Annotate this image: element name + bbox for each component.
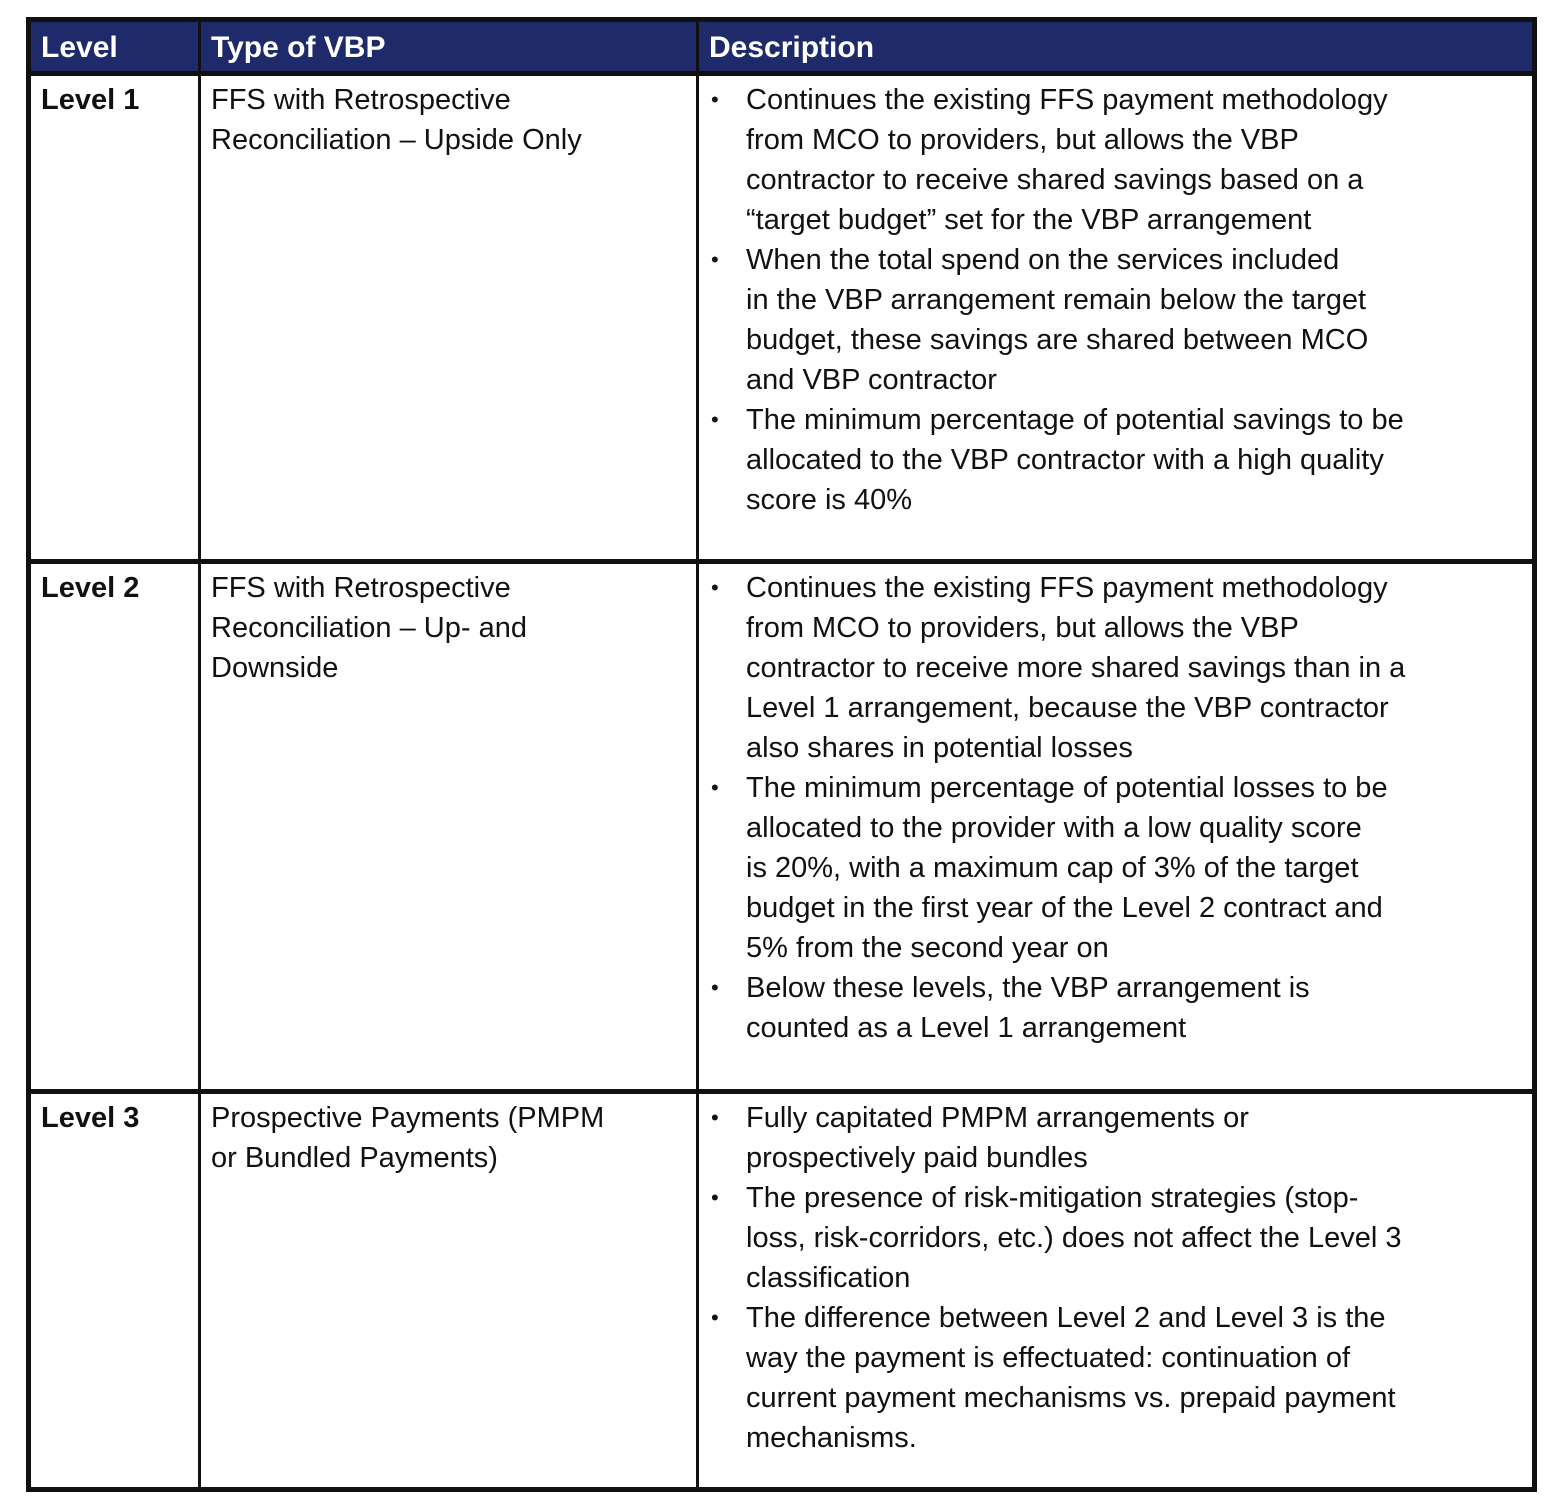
description-cell	[698, 74, 1535, 562]
text-line: way the payment is effectuated: continuation of	[746, 1342, 1351, 1374]
header-description: Description	[698, 20, 1535, 74]
text-line: from MCO to providers, but allows the VBP	[746, 124, 1299, 156]
type-line: FFS with Retrospective	[211, 572, 511, 604]
type-line: Prospective Payments (PMPM	[211, 1102, 605, 1134]
header-level: Level	[29, 20, 200, 74]
text-line: 5% from the second year on	[746, 932, 1109, 964]
type-line: Reconciliation – Upside Only	[211, 124, 582, 156]
text-line: prospectively paid bundles	[746, 1142, 1088, 1174]
description-cell	[698, 562, 1535, 1092]
text-line: budget, these savings are shared between MCO	[746, 324, 1369, 356]
text-line: contractor to receive more shared savings than in a	[746, 652, 1406, 684]
text-line: Continues the existing FFS payment methodology	[746, 84, 1388, 116]
text-line: Fully capitated PMPM arrangements or	[746, 1102, 1249, 1134]
level-cell: Level 3	[29, 1092, 200, 1490]
text-line: in the VBP arrangement remain below the target	[746, 284, 1367, 316]
table-row	[29, 1092, 1535, 1490]
type-line: FFS with Retrospective	[211, 84, 511, 116]
text-line: Below these levels, the VBP arrangement is	[746, 972, 1310, 1004]
bullet-icon: •	[711, 87, 719, 112]
text-line: contractor to receive shared savings based on a	[746, 164, 1364, 196]
text-line: allocated to the VBP contractor with a high quality	[746, 444, 1384, 476]
bullet-icon: •	[711, 575, 719, 600]
type-cell	[200, 562, 698, 1092]
bullet-icon: •	[711, 247, 719, 272]
description-list	[709, 80, 1522, 520]
list-item	[709, 80, 1522, 240]
text-line: The presence of risk-mitigation strategies (stop-	[746, 1182, 1359, 1214]
text-line: from MCO to providers, but allows the VBP	[746, 612, 1299, 644]
table-row	[29, 74, 1535, 562]
text-line: “target budget” set for the VBP arrangement	[746, 204, 1312, 236]
text-line: budget in the first year of the Level 2 contract and	[746, 892, 1383, 924]
list-item	[709, 240, 1522, 400]
text-line: current payment mechanisms vs. prepaid payment	[746, 1382, 1396, 1414]
list-item	[709, 1298, 1522, 1458]
list-item	[709, 768, 1522, 968]
type-line: Downside	[211, 652, 339, 684]
header-type-of-vbp: Type of VBP	[200, 20, 698, 74]
text-line: allocated to the provider with a low quality score	[746, 812, 1362, 844]
table-row	[29, 562, 1535, 1092]
text-line: The minimum percentage of potential losses to be	[746, 772, 1388, 804]
text-line: also shares in potential losses	[746, 732, 1133, 764]
description-list	[709, 1098, 1522, 1458]
bullet-icon: •	[711, 1305, 719, 1330]
list-item	[709, 968, 1522, 1048]
text-line: Continues the existing FFS payment methodology	[746, 572, 1388, 604]
text-line: The minimum percentage of potential savings to be	[746, 404, 1404, 436]
description-list	[709, 568, 1522, 1048]
text-line: mechanisms.	[746, 1422, 917, 1454]
type-line: or Bundled Payments)	[211, 1142, 498, 1174]
text-line: The difference between Level 2 and Level 3 is the	[746, 1302, 1386, 1334]
vbp-levels-table	[26, 17, 1537, 1492]
bullet-icon: •	[711, 775, 719, 800]
list-item	[709, 568, 1522, 768]
level-cell: Level 1	[29, 74, 200, 562]
bullet-icon: •	[711, 407, 719, 432]
table-header-row	[29, 20, 1535, 74]
text-line: When the total spend on the services included	[746, 244, 1340, 276]
type-cell	[200, 1092, 698, 1490]
list-item	[709, 1098, 1522, 1178]
text-line: classification	[746, 1262, 911, 1294]
text-line: loss, risk-corridors, etc.) does not affect the Level 3	[746, 1222, 1402, 1254]
level-cell: Level 2	[29, 562, 200, 1092]
bullet-icon: •	[711, 975, 719, 1000]
text-line: and VBP contractor	[746, 364, 997, 396]
text-line: score is 40%	[746, 484, 913, 516]
bullet-icon: •	[711, 1105, 719, 1130]
description-cell	[698, 1092, 1535, 1490]
list-item	[709, 400, 1522, 520]
bullet-icon: •	[711, 1185, 719, 1210]
text-line: is 20%, with a maximum cap of 3% of the target	[746, 852, 1359, 884]
text-line: Level 1 arrangement, because the VBP contractor	[746, 692, 1389, 724]
list-item	[709, 1178, 1522, 1298]
text-line: counted as a Level 1 arrangement	[746, 1012, 1187, 1044]
type-line: Reconciliation – Up- and	[211, 612, 527, 644]
type-cell	[200, 74, 698, 562]
